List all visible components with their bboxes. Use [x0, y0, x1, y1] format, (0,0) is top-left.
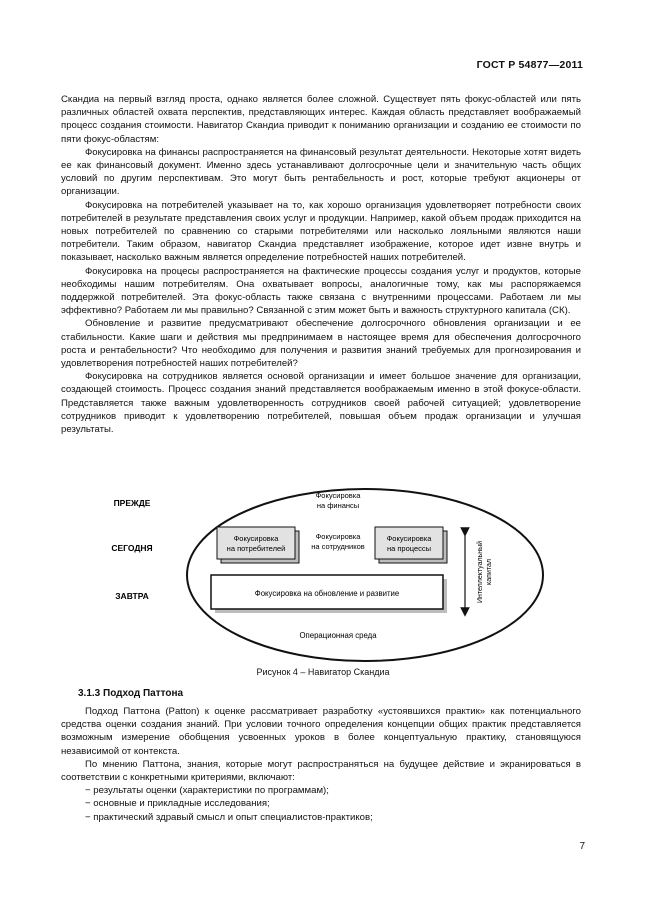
paragraph: Подход Паттона (Patton) к оценке рассматривает разработку «устоявшихся практик» как потенциального средства оценки создания знаний. При условии точного определения концепции общих практик представляется возможным измерение обобщения усвоенных уроков в более концептуальную практику, становящуюся независимой от контекста. — [61, 706, 581, 757]
section-heading: 3.1.3 Подход Паттона — [78, 688, 184, 699]
paragraph: Скандиа на первый взгляд проста, однако является более сложной. Существует пять фокус-областей или пять различных областей охвата перспектив, представляющих интерес. Каждая область представляет воображаемый процесс создания стоимости. Навигатор Скандиа приводит к пониманию организации и созданию ее стоимости по пяти фокус-областям: — [61, 94, 581, 145]
employees-focus-line1: Фокусировка — [315, 532, 361, 541]
list-item: − практический здравый смысл и опыт специалистов-практиков; — [85, 811, 373, 823]
row-label-future: ЗАВТРА — [115, 591, 149, 601]
employees-focus-line2: на сотрудников — [311, 542, 365, 551]
customers-focus-box — [217, 527, 295, 559]
processes-focus-line1: Фокусировка — [386, 534, 432, 543]
list-item: − результаты оценки (характеристики по программам); — [85, 785, 329, 797]
customers-focus-line2: на потребителей — [226, 544, 286, 553]
paragraph: Фокусировка на финансы распространяется на финансовый результат деятельности. Некоторые хотят видеть ее как финансовый документ. Именно здесь устанавливают долгосрочные цели и значительную часть общих условий по другим перспективам. Это могут быть рентабельность и рост, которые требуют акционеры от организации. — [61, 146, 581, 198]
paragraph: Обновление и развитие предусматривают обеспечение долгосрочного обновления организации и ее стабильности. Какие шаги и действия мы предпринимаем в настоящее время для обеспечения долгосрочного роста и рентабельности? Что необходимо для получения и развития знаний требуемых для прогнозирования и удовлетворения потребностей наших потребителей? — [61, 318, 581, 370]
paragraph: Фокусировка на потребителей указывает на то, как хорошо организация удовлетворяет потребности своих потребителей в результате представления своих услуг и продукции. Например, какой объем продаж приходится на новых потребителей по сравнению со старыми потребителями или насколько лояльными являются наши потребители. Таким образом, навигатор Скандиа представляет изображение, которое идет извне внутрь и показывает, насколько важным является определение потребностей наших потребителей. — [61, 199, 581, 264]
document-header: ГОСТ Р 54877—2011 — [476, 59, 583, 71]
figure-caption: Рисунок 4 – Навигатор Скандиа — [256, 667, 390, 677]
paragraph: По мнению Паттона, знания, которые могут распространяться на будущее действие и экранироваться в соответствии с конкретными критериями, включают: — [61, 758, 581, 784]
operating-environment-label: Операционная среда — [299, 631, 377, 640]
body-text-top — [61, 93, 581, 436]
paragraph: Фокусировка на процесы распространяется на фактические процессы создания услуг и продуктов, которые необходимы нашим потребителям. Она охватывает вопросы, аналогичные тому, как мы распоряжаемся поддержкой потребителей. Эта фокус-область также связана с внутренними процессами. Работаем ли мы эффективно? Работаем ли мы правильно? Связанной с этим может быть и важность структурного капитала (СК). — [61, 265, 581, 317]
scandia-navigator-figure — [80, 484, 580, 666]
renewal-focus-label: Фокусировка на обновление и развитие — [254, 589, 400, 598]
row-label-today: СЕГОДНЯ — [111, 543, 153, 553]
processes-focus-box — [375, 527, 443, 559]
processes-focus-line2: на процессы — [386, 544, 432, 553]
customers-focus-line1: Фокусировка — [233, 534, 279, 543]
intellectual-capital-line2: капитал — [486, 559, 493, 585]
intellectual-capital-line1: Интеллектуальный — [477, 540, 484, 604]
finance-focus-line2: на финансы — [316, 501, 360, 510]
page-number: 7 — [579, 841, 585, 852]
row-label-past: ПРЕЖДЕ — [113, 498, 151, 508]
body-text-bottom — [61, 705, 581, 824]
finance-focus-line1: Фокусировка — [315, 491, 361, 500]
list-item: − основные и прикладные исследования; — [85, 798, 270, 810]
paragraph: Фокусировка на сотрудников является основой организации и имеет большое значение для организации, создающей стоимость. Процесс создания знаний представляется воображаемым именно в этой фокусе-области. Представляется также важным удовлетворенность сотрудников своей рабочей ситуацией; удовлетворение сотрудников приводит к удовлетворению потребителей, повышая объем продаж организации и улучшая результаты. — [61, 371, 581, 436]
